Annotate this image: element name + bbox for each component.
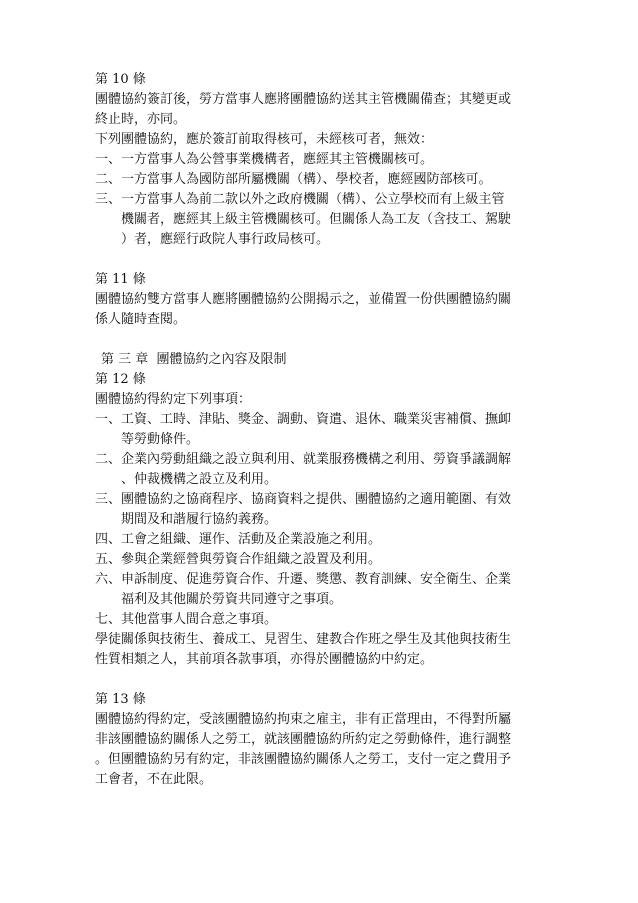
paragraph-line: 性質相類之人，其前項各款事項，亦得於團體協約中約定。 <box>95 652 434 667</box>
spacer <box>95 250 515 270</box>
article-10 <box>95 70 515 250</box>
item-line: 其他當事人間合意之事項。 <box>121 612 278 627</box>
paragraph-line: 團體協約雙方當事人應將團體協約公開揭示之，並備置一份供團體協約關 <box>95 292 512 307</box>
paragraph-line: 終止時，亦同。 <box>95 112 187 127</box>
list-item <box>95 610 515 630</box>
item-line: 等勞動條件。 <box>121 432 200 447</box>
item-marker: 三、 <box>95 492 122 507</box>
chapter-title: 第 三 章 團體協約之內容及限制 <box>101 352 287 367</box>
list-item <box>95 410 515 450</box>
article-12 <box>95 370 515 670</box>
paragraph-line: 下列團體協約，應於簽訂前取得核可，未經核可者，無效： <box>95 132 434 147</box>
item-line: 工資、工時、津貼、獎金、調動、資遣、退休、職業災害補償、撫卹 <box>121 412 512 427</box>
item-line: 一方當事人為前二款以外之政府機關（構）、公立學校而有上級主管 <box>121 192 505 207</box>
item-marker: 一、 <box>95 152 122 167</box>
article-13 <box>95 690 515 790</box>
list-item <box>95 530 515 550</box>
spacer <box>95 670 515 690</box>
list-item <box>95 170 515 190</box>
item-line: 工會之組織、運作、活動及企業設施之利用。 <box>121 532 382 547</box>
item-line: 、仲裁機構之設立及利用。 <box>121 472 278 487</box>
item-line: 參與企業經營與勞資合作組織之設置及利用。 <box>121 552 382 567</box>
list-item <box>95 450 515 490</box>
item-line: 團體協約之協商程序、協商資料之提供、團體協約之適用範圍、有效 <box>121 492 512 507</box>
item-line: ）者，應經行政院人事行政局核可。 <box>121 232 330 247</box>
item-marker: 一、 <box>95 412 122 427</box>
item-line: 申訴制度、促進勞資合作、升遷、獎懲、教育訓練、安全衛生、企業 <box>121 572 512 587</box>
item-marker: 三、 <box>95 192 122 207</box>
item-marker: 七、 <box>95 612 122 627</box>
paragraph-line: 團體協約得約定，受該團體協約拘束之雇主，非有正當理由，不得對所屬 <box>95 712 512 727</box>
list-item <box>95 570 515 610</box>
paragraph-line: 學徒關係與技術生、養成工、見習生、建教合作班之學生及其他與技術生 <box>95 632 512 647</box>
paragraph-line: 團體協約得約定下列事項： <box>95 392 252 407</box>
item-line: 企業內勞動組織之設立與利用、就業服務機構之利用、勞資爭議調解 <box>121 452 512 467</box>
item-line: 福利及其他關於勞資共同遵守之事項。 <box>121 592 343 607</box>
list-item <box>95 150 515 170</box>
item-marker: 四、 <box>95 532 122 547</box>
article-11 <box>95 270 515 330</box>
document-body <box>95 70 515 790</box>
article-heading: 第 12 條 <box>95 372 146 387</box>
item-line: 期間及和諧履行協約義務。 <box>121 512 278 527</box>
item-line: 一方當事人為公營事業機構者，應經其主管機關核可。 <box>121 152 434 167</box>
article-heading: 第 11 條 <box>95 272 146 287</box>
paragraph-line: 團體協約簽訂後，勞方當事人應將團體協約送其主管機關備查；其變更或 <box>95 92 512 107</box>
item-marker: 五、 <box>95 552 122 567</box>
item-line: 一方當事人為國防部所屬機關（構）、學校者，應經國防部核可。 <box>121 172 492 187</box>
spacer <box>95 330 515 350</box>
list-item <box>95 550 515 570</box>
paragraph-line: 。但團體協約另有約定，非該團體協約關係人之勞工，支付一定之費用予 <box>95 752 512 767</box>
item-line: 機關者，應經其上級主管機關核可。但關係人為工友（含技工、駕駛 <box>121 212 512 227</box>
list-item <box>95 490 515 530</box>
item-marker: 六、 <box>95 572 122 587</box>
article-heading: 第 10 條 <box>95 72 146 87</box>
paragraph-line: 工會者，不在此限。 <box>95 772 213 787</box>
paragraph-line: 係人隨時查閱。 <box>95 312 187 327</box>
list-item <box>95 190 515 250</box>
paragraph-line: 非該團體協約關係人之勞工，就該團體協約所約定之勞動條件，進行調整 <box>95 732 512 747</box>
item-marker: 二、 <box>95 172 122 187</box>
article-heading: 第 13 條 <box>95 692 146 707</box>
item-marker: 二、 <box>95 452 122 467</box>
